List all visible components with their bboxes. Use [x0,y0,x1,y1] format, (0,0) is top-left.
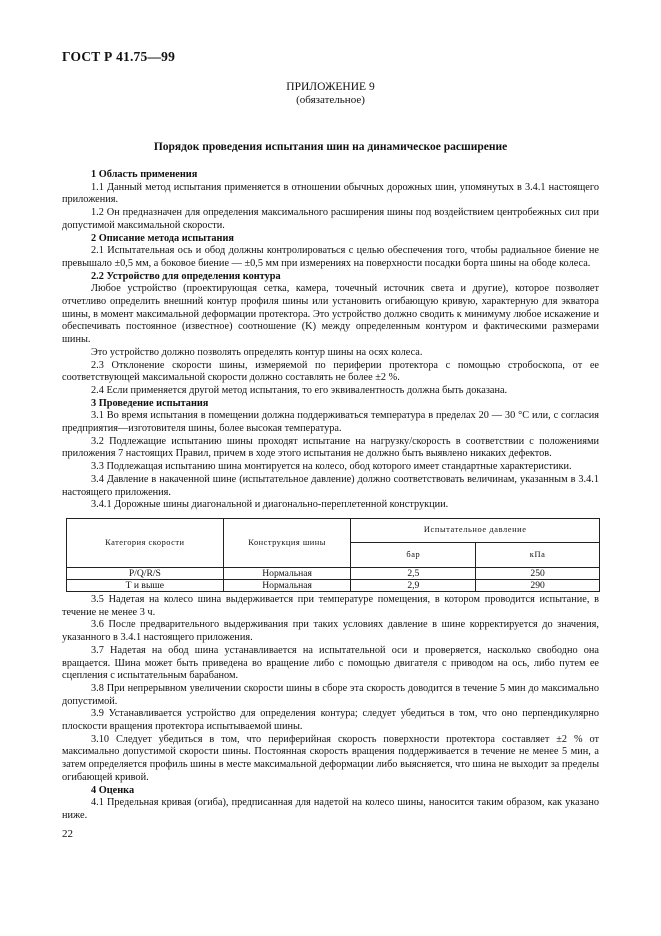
paragraph: 3.9 Устанавливается устройство для определения контура; следует убедиться в том, что оно перпендикулярно плоскости вращения протектора испытываемой шины. [62,708,599,733]
paragraph: 3.4 Давление в накаченной шине (испытательное давление) должно соответствовать величинам, указанным в 3.4.1 настоящего приложения. [62,473,599,498]
document-title: Порядок проведения испытания шин на динамическое расширение [153,141,508,153]
paragraph: 3.2 Подлежащие испытанию шины проходят испытание на нагрузку/скорость в соответствии с положениями приложения 7 настоящих Правил, причем в ходе этого испытания не должно быть выявлено никаких дефектов. [62,435,599,460]
sections-before-table [62,169,599,512]
cell-bar: 2,9 [351,579,476,591]
cell-bar: 2,5 [351,567,476,579]
page-number: 22 [62,828,73,840]
annex-subtitle: (обязательное) [296,94,365,106]
paragraph: 3.8 При непрерывном увеличении скорости шины в сборе эта скорость доводится в течение 5 мин до максимально допустимой. [62,682,599,707]
paragraph: Это устройство должно позволять определять контур шины на осях колеса. [91,346,423,358]
paragraph: 2.3 Отклонение скорости шины, измеряемой по периферии протектора с помощью стробоскопа, от ее соответствующей максимальной скорости должно составлять не более ±2 %. [62,359,599,384]
header-test-pressure: Испытательное давление [351,518,600,543]
paragraph: 3.1 Во время испытания в помещении должна поддерживаться температура в пределах 20 — 30 °С или, с согласия предприятия—изготовителя шины, более высокая температура. [62,410,599,435]
sections-after-table [62,594,599,823]
cell-construction: Нормальная [223,567,351,579]
section-heading: 2 Описание метода испытания [91,232,234,244]
annex-title: ПРИЛОЖЕНИЕ 9 [286,81,375,93]
section-heading: 2.2 Устройство для определения контура [91,270,281,282]
cell-speed: P/Q/R/S [67,567,224,579]
document-body [62,169,599,823]
standard-code: ГОСТ Р 41.75—99 [62,49,176,64]
paragraph: 4.1 Предельная кривая (огиба), предписанная для надетой на колесо шины, наносится таким образом, как указано ниже. [62,797,599,821]
paragraph: 2.4 Если применяется другой метод испытания, то его эквивалентность должна быть доказана. [91,384,508,396]
paragraph: 3.4.1 Дорожные шины диагональной и диагонально-переплетенной конструкции. [91,499,449,511]
paragraph: 3.5 Надетая на колесо шина выдерживается при температуре помещения, в котором проводится испытание, в течение не менее 3 ч. [62,593,599,618]
paragraph: 3.3 Подлежащая испытанию шина монтируется на колесо, обод которого имеет стандартные характеристики. [91,461,572,473]
section-heading: 4 Оценка [91,784,135,796]
cell-kpa: 250 [476,567,600,579]
cell-speed: Т и выше [67,579,224,591]
header-kpa: кПа [476,543,600,568]
section-heading: 3 Проведение испытания [91,397,209,409]
paragraph: 3.7 Надетая на обод шина устанавливается на испытательной оси и проверяется, насколько свободно она вращается. Шина может быть приведена во вращение либо с помощью двигателя с приводом на ось, либо путем ее сцепления с испытательным барабаном. [62,644,599,682]
pressure-table [66,518,600,592]
cell-construction: Нормальная [223,579,351,591]
paragraph: 3.6 После предварительного выдерживания при таких условиях давление в шине корректируется до значения, указанного в 3.4.1 настоящего приложения. [62,619,599,644]
paragraph: 1.1 Данный метод испытания применяется в отношении обычных дорожных шин, упомянутых в 3.4.1 настоящего приложения. [62,181,599,206]
section-heading: 1 Область применения [91,169,198,180]
cell-kpa: 290 [476,579,600,591]
table-row [67,579,600,591]
table-row [67,567,600,579]
header-speed-category: Категория скорости [67,518,224,567]
paragraph: 2.1 Испытательная ось и обод должны контролироваться с целью обеспечения того, чтобы радиальное биение не превышало ±0,5 мм, а боковое биение — ±0,5 мм при измерениях на поверхности посадки борта шины на ободе колеса. [62,245,599,269]
paragraph: 1.2 Он предназначен для определения максимального расширения шины под воздействием центробежных сил при допустимой максимальной скорости. [62,207,599,231]
header-bar: бар [351,543,476,568]
paragraph: Любое устройство (проектирующая сетка, камера, точечный источник света и другие), которое позволяет отчетливо определить внешний контур профиля шины или установить огибающую кривую, характерную для экватора шины, в момент максимальной деформации протектора. Это устройство должно сводить к минимуму любое искажение и обеспечивать постоянное (известное) соотношение (K) между определенным контуром и фактическими размерами шины. [62,283,599,346]
paragraph: 3.10 Следует убедиться в том, что периферийная скорость поверхности протектора составляет ±2 % от максимально допустимой скорости шины. Постоянная скорость вращения поддерживается в течение не менее 5 мин, а затем определяется профиль шины в месте максимальной деформации либо выясняется, что шина не выходит за пределы огибающей кривой. [62,733,599,783]
pressure-table-wrapper [66,518,600,592]
header-construction: Конструкция шины [223,518,351,567]
